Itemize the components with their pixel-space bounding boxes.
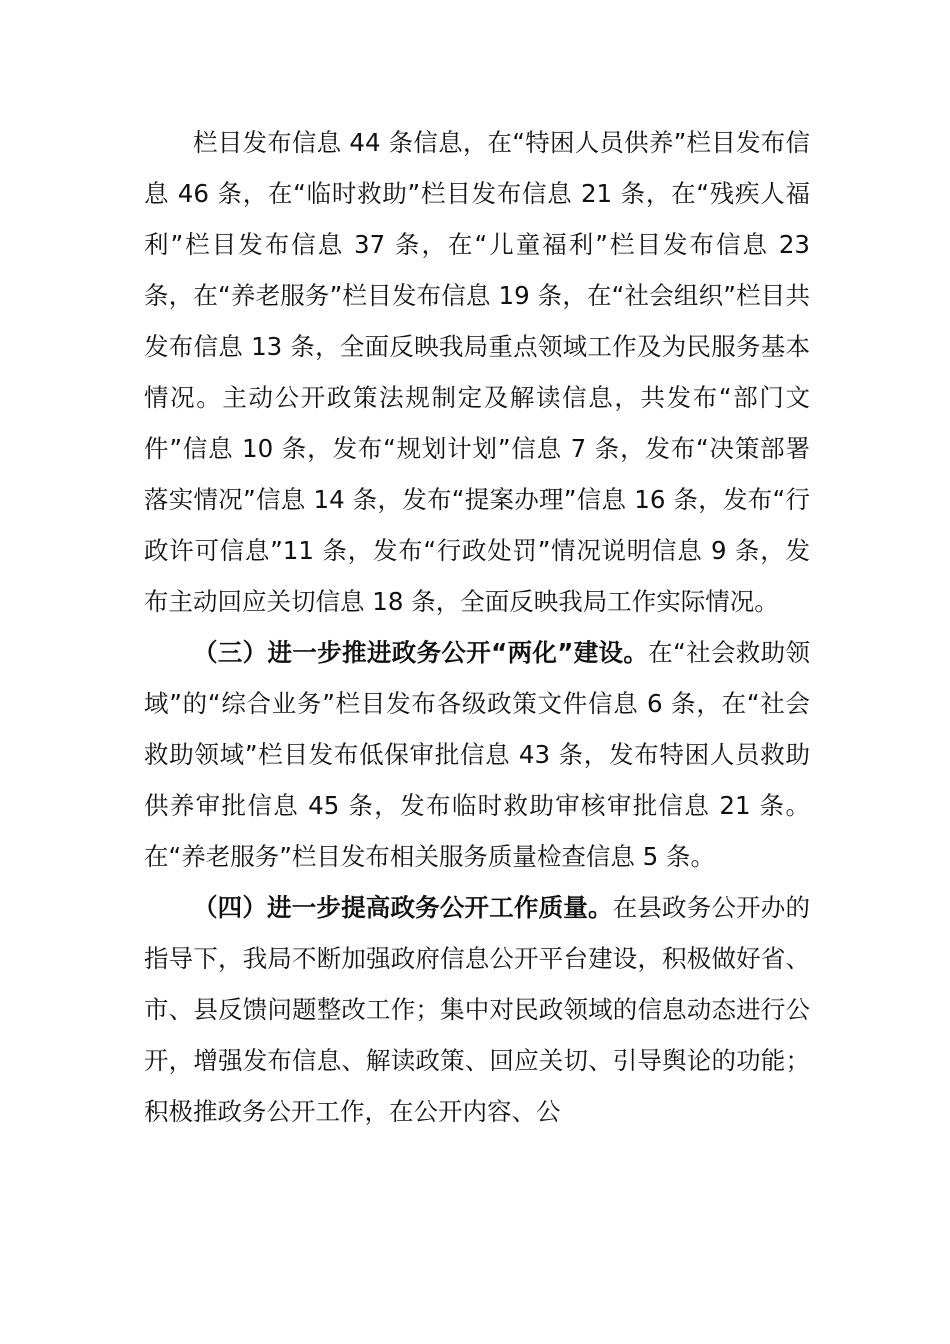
paragraph-1	[144, 117, 810, 627]
paragraph-2-text: 在“社会救助领域”的“综合业务”栏目发布各级政策文件信息 6 条，在“社会救助领域”栏目发布低保审批信息 43 条，发布特困人员救助供养审批信息 45 条，发布临时救助审核审批信息 21 条。在“养老服务”栏目发布相关服务质量检查信息 5 条。	[144, 638, 810, 871]
section-heading-3: （三）进一步推进政务公开“两化”建设。	[193, 638, 649, 667]
paragraph-3	[144, 882, 810, 1137]
paragraph-3-text: 在县政务公开办的指导下，我局不断加强政府信息公开平台建设，积极做好省、市、县反馈问题整改工作；集中对民政领域的信息动态进行公开，增强发布信息、解读政策、回应关切、引导舆论的功能；积极推政务公开工作，在公开内容、公	[144, 893, 810, 1126]
section-heading-4: （四）进一步提高政务公开工作质量。	[193, 893, 613, 922]
paragraph-2	[144, 627, 810, 882]
paragraph-1-text: 栏目发布信息 44 条信息，在“特困人员供养”栏目发布信息 46 条，在“临时救助”栏目发布信息 21 条，在“残疾人福利”栏目发布信息 37 条，在“儿童福利”栏目发布信息 23 条，在“养老服务”栏目发布信息 19 条，在“社会组织”栏目共发布信息 13 条，全面反映我局重点领域工作及为民服务基本情况。主动公开政策法规制定及解读信息，共发布“部门文件”信息 10 条，发布“规划计划”信息 7 条，发布“决策部署落实情况”信息 14 条，发布“提案办理”信息 16 条，发布“行政许可信息”11 条，发布“行政处罚”情况说明信息 9 条，发布主动回应关切信息 18 条，全面反映我局工作实际情况。	[144, 128, 810, 616]
document-body	[144, 117, 810, 1137]
